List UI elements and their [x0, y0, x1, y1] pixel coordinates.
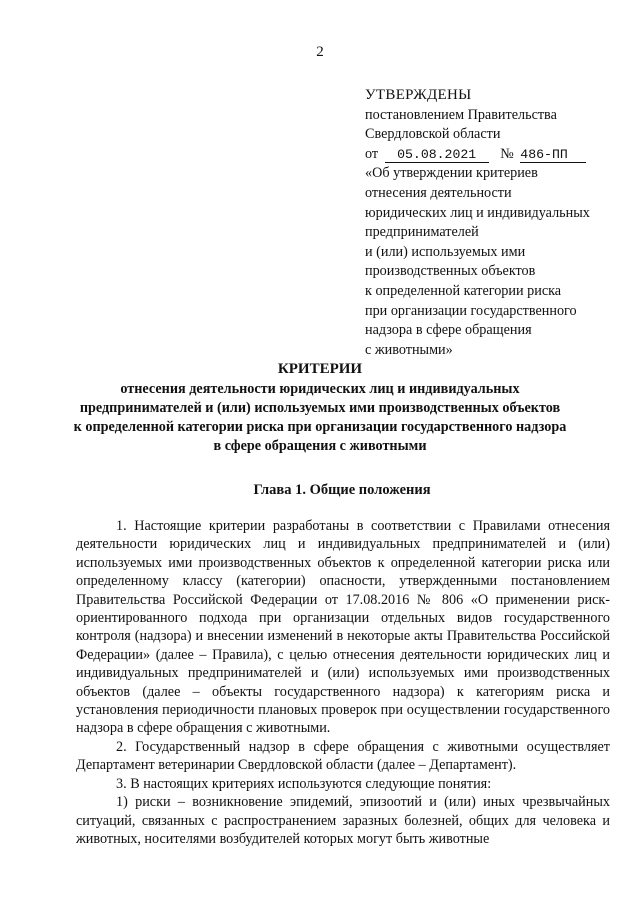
approval-number: 486-ПП [520, 147, 586, 163]
approval-title-line: и (или) используемых ими [365, 243, 526, 260]
document-title-main: КРИТЕРИИ [277, 361, 363, 377]
approval-date: 05.08.2021 [385, 147, 489, 163]
date-prefix: от [365, 145, 379, 162]
approval-title-line: надзора в сфере обращения [365, 322, 532, 339]
approval-stamp [365, 86, 625, 360]
number-prefix: № [500, 145, 514, 162]
approval-title-line: отнесения деятельности [365, 184, 512, 201]
page-number: 2 [316, 44, 324, 60]
paragraph: 2. Государственный надзор в сфере обращения с животными осуществляет Департамент ветеринарии Свердловской области (далее – Департамент). [76, 738, 610, 774]
document-title-line: к определенной категории риска при организации государственного надзора [73, 419, 567, 435]
approval-title-line: при организации государственного [365, 302, 577, 319]
approval-title-line: с животными» [365, 341, 453, 358]
approval-title-line: производственных объектов [365, 263, 536, 280]
approval-line: Свердловской области [365, 126, 501, 143]
document-title-line: в сфере обращения с животными [213, 438, 427, 454]
paragraph: 3. В настоящих критериях используются следующие понятия: [116, 775, 492, 792]
approval-title-line: юридических лиц и индивидуальных [365, 204, 590, 221]
paragraph: 1) риски – возникновение эпидемий, эпизоотий и (или) иных чрезвычайных ситуаций, связанных с распространением заразных болезней, общих для человека и животных, носителями возбудителей которых могут быть животные [76, 794, 610, 847]
approval-heading: УТВЕРЖДЕНЫ [365, 87, 472, 103]
body-text [76, 517, 610, 848]
paragraph: 1. Настоящие критерии разработаны в соответствии с Правилами отнесения деятельности юридических лиц и индивидуальных предпринимателей и (или) используемых ими производственных объектов к определенной категории риска или определенному классу (категории) опасности, утвержденными постановлением Правительства Российской Федерации от 17.08.2016 № 806 «О применении риск-ориентированного подхода при организации отдельных видов государственного контроля (надзора) и внесении изменений в некоторые акты Правительства Российской Федерации» (далее – Правила), с целью отнесения деятельности юридических лиц и индивидуальных предпринимателей и (или) используемых ими производственных объектов (далее – объекты государственного надзора) к категориям риска и установления периодичности плановых проверок при осуществлении государственного надзора в сфере обращения с животными. [76, 518, 610, 737]
approval-title-line: «Об утверждении критериев [365, 165, 538, 182]
approval-title-line: предпринимателей [365, 224, 479, 241]
document-title-line: отнесения деятельности юридических лиц и индивидуальных [120, 381, 520, 397]
document-title-line: предпринимателей и (или) используемых ими производственных объектов [79, 400, 561, 416]
approval-line: постановлением Правительства [365, 106, 557, 123]
document-title [60, 360, 580, 456]
approval-title-line: к определенной категории риска [365, 282, 562, 299]
approval-date-line [365, 145, 625, 165]
chapter-heading: Глава 1. Общие положения [253, 482, 431, 498]
